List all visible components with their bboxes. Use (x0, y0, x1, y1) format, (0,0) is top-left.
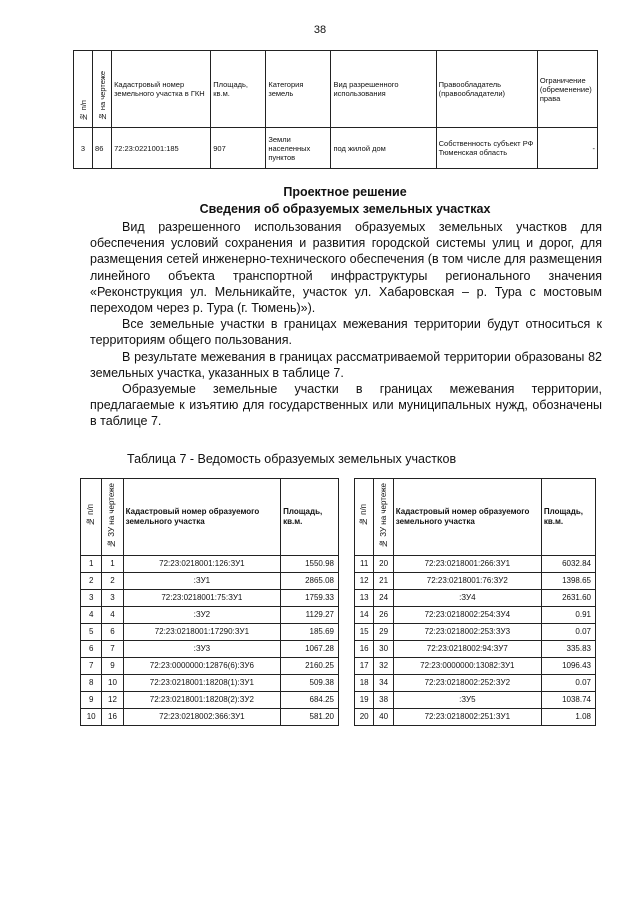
table-row (81, 623, 339, 640)
table-row (355, 623, 596, 640)
section-title: Проектное решение (283, 185, 407, 199)
cell-cadastral: :ЗУ5 (393, 691, 541, 708)
cell-num: 14 (355, 606, 374, 623)
header-area: Площадь, кв.м. (541, 479, 595, 556)
cell-zu: 26 (374, 606, 393, 623)
header-zu: № ЗУ на чертеже (374, 479, 393, 556)
zones-table-left (80, 478, 339, 726)
cell-zu: 16 (102, 708, 123, 725)
cell-area: 0.07 (541, 674, 595, 691)
section-subtitle: Сведения об образуемых земельных участках (199, 202, 491, 216)
cell-area: 1759.33 (281, 589, 339, 606)
table-row (355, 657, 596, 674)
cell-area: 6032.84 (541, 555, 595, 572)
zones-table-right (354, 478, 596, 726)
cell-zu: 38 (374, 691, 393, 708)
cell-area: 581.20 (281, 708, 339, 725)
page-number: 38 (313, 24, 327, 36)
paragraph: В результате межевания в границах рассматриваемой территории образованы 82 земельных участка, указанных в таблице 7. (90, 349, 602, 380)
table-row (81, 589, 339, 606)
cell-zu: 10 (102, 674, 123, 691)
cell-area: 1038.74 (541, 691, 595, 708)
table-row (355, 572, 596, 589)
cell-zu: 1 (102, 555, 123, 572)
cell-cadastral: 72:23:0218001:75:ЗУ1 (123, 589, 280, 606)
table-row (81, 691, 339, 708)
cell-cadastral: 72:23:0218001:126:ЗУ1 (123, 555, 280, 572)
header-area: Площадь, кв.м. (211, 51, 266, 128)
cell-zu: 24 (374, 589, 393, 606)
cell-num: 13 (355, 589, 374, 606)
cell-restriction: - (537, 128, 597, 169)
header-zu: № ЗУ на чертеже (102, 479, 123, 556)
table-header-row (81, 479, 339, 556)
cell-area: 1.08 (541, 708, 595, 725)
cell-area: 1550.98 (281, 555, 339, 572)
cell-area: 907 (211, 128, 266, 169)
cell-cadastral: 72:23:0218002:251:ЗУ1 (393, 708, 541, 725)
cell-num: 12 (355, 572, 374, 589)
cell-zu: 9 (102, 657, 123, 674)
table-header-row (355, 479, 596, 556)
body-text (90, 219, 602, 430)
cell-category: Земли населенных пунктов (266, 128, 331, 169)
cell-cadastral: 72:23:0000000:12876(6):ЗУ6 (123, 657, 280, 674)
table-row (81, 555, 339, 572)
cell-cadastral: 72:23:0218002:252:ЗУ2 (393, 674, 541, 691)
cell-num: 16 (355, 640, 374, 657)
header-category: Категория земель (266, 51, 331, 128)
cell-num: 5 (81, 623, 102, 640)
table-row (74, 128, 598, 169)
cell-num: 10 (81, 708, 102, 725)
cell-zu: 12 (102, 691, 123, 708)
cell-cadastral: :ЗУ2 (123, 606, 280, 623)
cell-zu: 6 (102, 623, 123, 640)
table-caption: Таблица 7 - Ведомость образуемых земельных участков (127, 452, 457, 466)
cell-zu: 34 (374, 674, 393, 691)
cell-num: 8 (81, 674, 102, 691)
cell-cadastral: 72:23:0218002:253:ЗУ3 (393, 623, 541, 640)
cell-area: 185.69 (281, 623, 339, 640)
cell-area: 684.25 (281, 691, 339, 708)
cell-cadastral: :ЗУ3 (123, 640, 280, 657)
cell-zu: 3 (102, 589, 123, 606)
paragraph: Все земельные участки в границах межевания территории будут относиться к территориям общего пользования. (90, 317, 602, 348)
table-row (81, 640, 339, 657)
cell-num: 9 (81, 691, 102, 708)
table-row (355, 708, 596, 725)
cell-cadastral: 72:23:0218001:266:ЗУ1 (393, 555, 541, 572)
cell-cadastral: :ЗУ4 (393, 589, 541, 606)
table-row (355, 640, 596, 657)
cell-zu: 30 (374, 640, 393, 657)
cell-zu: 20 (374, 555, 393, 572)
cell-zu: 4 (102, 606, 123, 623)
header-drawing: № на чертеже (93, 51, 112, 128)
header-cadastral: Кадастровый номер земельного участка в ГКН (112, 51, 211, 128)
header-cadastral: Кадастровый номер образуемого земельного участка (123, 479, 280, 556)
cell-area: 1398.65 (541, 572, 595, 589)
cell-cadastral: 72:23:0218001:17290:ЗУ1 (123, 623, 280, 640)
cell-num: 1 (81, 555, 102, 572)
cell-num: 11 (355, 555, 374, 572)
cell-zu: 21 (374, 572, 393, 589)
cell-num: 15 (355, 623, 374, 640)
cell-num: 17 (355, 657, 374, 674)
header-owner: Правообладатель (правообладатели) (436, 51, 537, 128)
cell-zu: 2 (102, 572, 123, 589)
cell-cadastral: 72:23:0000000:13082:ЗУ1 (393, 657, 541, 674)
header-num: № п/п (81, 479, 102, 556)
cell-area: 1096.43 (541, 657, 595, 674)
table-row (81, 674, 339, 691)
land-plot-table (73, 50, 598, 169)
table-row (355, 674, 596, 691)
header-num: № п/п (74, 51, 93, 128)
cell-num: 3 (81, 589, 102, 606)
header-restriction: Ограничение (обременение) права (537, 51, 597, 128)
cell-num: 19 (355, 691, 374, 708)
cell-num: 3 (74, 128, 93, 169)
cell-drawing: 86 (93, 128, 112, 169)
paragraph: Образуемые земельные участки в границах межевания территории, предлагаемые к изъятию для государственных или муниципальных нужд, обозначены в таблице 7. (90, 382, 602, 429)
cell-area: 2160.25 (281, 657, 339, 674)
cell-area: 1129.27 (281, 606, 339, 623)
cell-num: 6 (81, 640, 102, 657)
cell-area: 1067.28 (281, 640, 339, 657)
cell-num: 4 (81, 606, 102, 623)
cell-area: 2631.60 (541, 589, 595, 606)
cell-cadastral: 72:23:0218002:254:ЗУ4 (393, 606, 541, 623)
header-use: Вид разрешенного использования (331, 51, 436, 128)
cell-zu: 7 (102, 640, 123, 657)
table-row (355, 606, 596, 623)
table-row (81, 657, 339, 674)
table-row (81, 708, 339, 725)
cell-cadastral: 72:23:0218001:76:ЗУ2 (393, 572, 541, 589)
cell-owner: Собственность субъект РФ Тюменская область (436, 128, 537, 169)
cell-area: 509.38 (281, 674, 339, 691)
cell-num: 7 (81, 657, 102, 674)
header-num: № п/п (355, 479, 374, 556)
header-cadastral: Кадастровый номер образуемого земельного участка (393, 479, 541, 556)
header-area: Площадь, кв.м. (281, 479, 339, 556)
table-row (81, 572, 339, 589)
cell-zu: 40 (374, 708, 393, 725)
cell-area: 335.83 (541, 640, 595, 657)
table-header-row (74, 51, 598, 128)
cell-cadastral: 72:23:0218001:18208(1):ЗУ1 (123, 674, 280, 691)
cell-zu: 32 (374, 657, 393, 674)
cell-cadastral: 72:23:0218002:94:ЗУ7 (393, 640, 541, 657)
cell-cadastral: 72:23:0221001:185 (112, 128, 211, 169)
cell-cadastral: :ЗУ1 (123, 572, 280, 589)
cell-zu: 29 (374, 623, 393, 640)
cell-cadastral: 72:23:0218002:366:ЗУ1 (123, 708, 280, 725)
cell-num: 20 (355, 708, 374, 725)
cell-area: 2865.08 (281, 572, 339, 589)
table-row (81, 606, 339, 623)
table-row (355, 589, 596, 606)
cell-area: 0.91 (541, 606, 595, 623)
cell-use: под жилой дом (331, 128, 436, 169)
cell-cadastral: 72:23:0218001:18208(2):ЗУ2 (123, 691, 280, 708)
cell-area: 0.07 (541, 623, 595, 640)
cell-num: 2 (81, 572, 102, 589)
cell-num: 18 (355, 674, 374, 691)
paragraph: Вид разрешенного использования образуемых земельных участков для обеспечения условий сохранения и развития городской системы улиц и дорог, для размещения сетей инженерно-технического обеспечения (в том числе для размещения линейного объекта транспортной инфраструктуры регионального значения «Реконструкция ул. Мельникайте, участок ул. Хабаровская – р. Тура с мостовым переходом через р. Тура (г. Тюмень)»). (90, 220, 602, 316)
table-row (355, 691, 596, 708)
table-row (355, 555, 596, 572)
